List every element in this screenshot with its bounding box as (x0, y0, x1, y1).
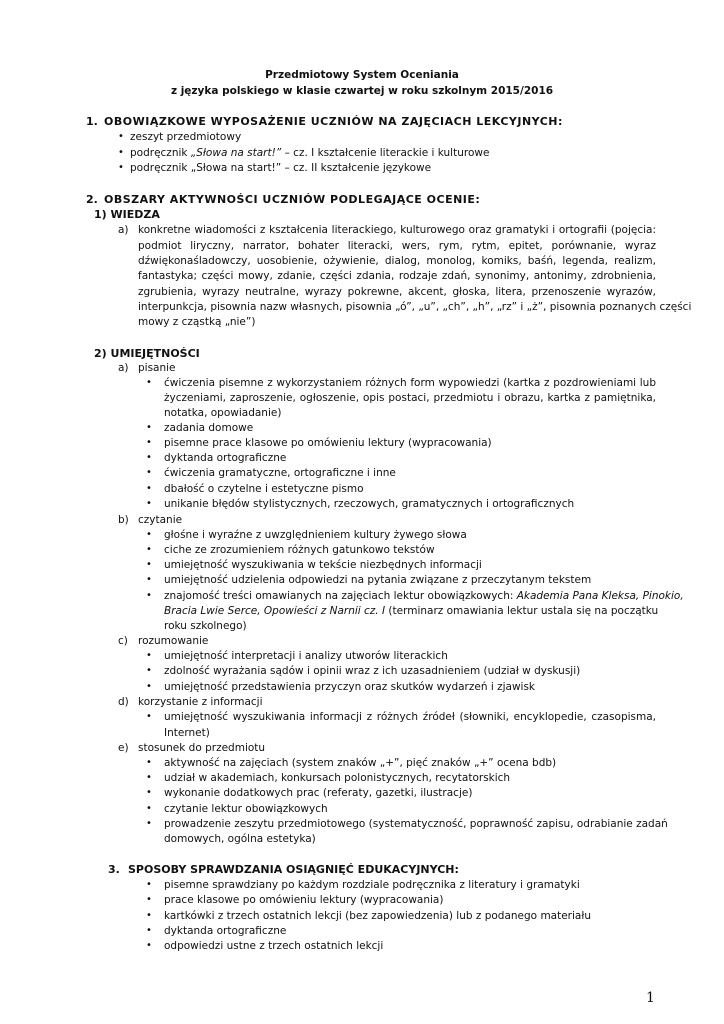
item-marker: b) (118, 514, 129, 526)
page-number: 1 (646, 990, 655, 1006)
list-item: udział w akademiach, konkursach polonistycznych, recytatorskich (164, 772, 511, 784)
list-item: ćwiczenia pisemne z wykorzystaniem różnych form wypowiedzi (kartka z pozdrowieniami lub (164, 377, 656, 389)
list-item: ćwiczenia gramatyczne, ortograficzne i inne (164, 467, 396, 479)
wiedza-line: konkretne wiadomości z kształcenia literackiego, kulturowego oraz gramatyki i ortografii (pojęcia: (138, 224, 656, 236)
list-item: podręcznik „Słowa na start!” – cz. II kształcenie językowe (130, 162, 432, 174)
bullet-icon: • (146, 925, 152, 936)
bullet-icon: • (118, 147, 124, 158)
section-2-number: 2. (86, 193, 98, 206)
list-item: aktywność na zajęciach (system znaków „+”, pięć znaków „+” ocena bdb) (164, 757, 557, 769)
list-item: zdolność wyrażania sądów i opinii wraz z ich uzasadnieniem (udział w dyskusji) (164, 665, 581, 677)
list-item: dyktanda ortograficzne (164, 925, 287, 937)
bullet-icon: • (146, 787, 152, 798)
bullet-icon: • (146, 498, 152, 509)
bullet-icon: • (146, 422, 152, 433)
list-item: umiejętność interpretacji i analizy utworów literackich (164, 650, 448, 662)
item-marker: e) (118, 742, 129, 754)
group-title: pisanie (138, 362, 176, 374)
list-item: odpowiedzi ustne z trzech ostatnich lekcji (164, 940, 384, 952)
list-item-cont: Internet) (164, 727, 210, 739)
item-marker: a) (118, 224, 129, 236)
list-item: pisemne sprawdziany po każdym rozdziale podręcznika z literatury i gramatyki (164, 879, 580, 891)
list-item: wykonanie dodatkowych prac (referaty, gazetki, ilustracje) (164, 787, 473, 799)
group-title: rozumowanie (138, 635, 209, 647)
bullet-icon: • (146, 940, 152, 951)
list-item: kartkówki z trzech ostatnich lekcji (bez zapowiedzenia) lub z podanego materiału (164, 910, 591, 922)
list-item: dbałość o czytelne i estetyczne pismo (164, 483, 364, 495)
list-item-cont: domowych, ogólna estetyka) (164, 833, 316, 845)
bullet-icon: • (146, 650, 152, 661)
list-item: pisemne prace klasowe po omówieniu lektury (wypracowania) (164, 437, 492, 449)
bullet-icon: • (146, 590, 152, 601)
list-item: zadania domowe (164, 422, 254, 434)
list-item-cont: życzeniami, zaproszenie, ogłoszenie, opis postaci, przedmiotu i obrazu, kartka z pamiętnika, (164, 392, 656, 404)
list-item: umiejętność wyszukiwania informacji z różnych źródeł (słowniki, encyklopedie, czasopisma, (164, 711, 656, 723)
bullet-icon: • (146, 803, 152, 814)
section-2-title: OBSZARY AKTYWNOŚCI UCZNIÓW PODLEGAJĄCE OCENIE: (104, 193, 481, 206)
list-item: umiejętność udzielenia odpowiedzi na pytania związane z przeczytanym tekstem (164, 574, 592, 586)
section-3-title: SPOSOBY SPRAWDZANIA OSIĄGNIĘĆ EDUKACYJNYCH: (128, 863, 459, 876)
list-item-cont: roku szkolnego) (164, 620, 247, 632)
list-item: podręcznik „Słowa na start!” – cz. I kształcenie literackie i kulturowe (130, 147, 490, 159)
wiedza-line: fantastyka; części mowy, zdanie, części zdania, rodzaje zdań, synonimy, antonimy, zdrobnienia, (138, 270, 656, 282)
section-1-title: OBOWIĄZKOWE WYPOSAŻENIE UCZNIÓW NA ZAJĘCIACH LEKCYJNYCH: (104, 115, 563, 128)
list-item-cont: notatka, opowiadanie) (164, 407, 282, 419)
bullet-icon: • (146, 681, 152, 692)
document-subtitle: z języka polskiego w klasie czwartej w roku szkolnym 2015/2016 (170, 85, 554, 97)
list-item: prace klasowe po omówieniu lektury (wypracowania) (164, 894, 444, 906)
bullet-icon: • (146, 574, 152, 585)
bullet-icon: • (146, 559, 152, 570)
bullet-icon: • (146, 452, 152, 463)
section-1-number: 1. (86, 115, 98, 128)
bullet-icon: • (146, 544, 152, 555)
bullet-icon: • (146, 818, 152, 829)
wiedza-line: mowy z cząstką „nie”) (138, 316, 256, 328)
wiedza-line: zgrubienia, wyrazy neutralne, wyrazy pokrewne, akcent, głoska, litera, przenoszenie wyrazów, (138, 286, 656, 298)
wiedza-line: dźwiękonaśladowczy, uosobienie, ożywienie, dialog, monolog, komiks, baśń, legenda, realizm, (138, 255, 656, 267)
group-title: stosunek do przedmiotu (138, 742, 266, 754)
bullet-icon: • (146, 529, 152, 540)
bullet-icon: • (146, 483, 152, 494)
bullet-icon: • (146, 467, 152, 478)
bullet-icon: • (146, 757, 152, 768)
group-title: korzystanie z informacji (138, 696, 263, 708)
item-marker: a) (118, 362, 129, 374)
bullet-icon: • (146, 772, 152, 783)
subsection-umiejetnosci: 2) UMIEJĘTNOŚCI (94, 347, 200, 360)
document-title: Przedmiotowy System Oceniania (265, 69, 459, 81)
list-item: zeszyt przedmiotowy (130, 131, 242, 143)
bullet-icon: • (146, 665, 152, 676)
list-item: prowadzenie zeszytu przedmiotowego (systematyczność, poprawność zapisu, odrabianie zadań (164, 818, 668, 830)
list-item: umiejętność przedstawienia przyczyn oraz skutków wydarzeń i zjawisk (164, 681, 535, 693)
bullet-icon: • (146, 894, 152, 905)
list-item: głośne i wyraźne z uwzględnieniem kultury żywego słowa (164, 529, 467, 541)
list-item: dyktanda ortograficzne (164, 452, 287, 464)
group-title: czytanie (138, 514, 183, 526)
bullet-icon: • (146, 377, 152, 388)
subsection-wiedza: 1) WIEDZA (94, 208, 160, 221)
bullet-icon: • (146, 910, 152, 921)
list-item: umiejętność wyszukiwania w tekście niezbędnych informacji (164, 559, 482, 571)
bullet-icon: • (118, 131, 124, 142)
list-item-cont: Bracia Lwie Serce, Opowieści z Narnii cz. I (terminarz omawiania lektur ustala się na początku (164, 605, 659, 617)
item-marker: d) (118, 696, 129, 708)
section-3-number: 3. (108, 863, 120, 876)
list-item: czytanie lektur obowiązkowych (164, 803, 328, 815)
bullet-icon: • (118, 162, 124, 173)
bullet-icon: • (146, 711, 152, 722)
wiedza-line: interpunkcja, pisownia nazw własnych, pisownia „ó”, „u”, „ch”, „h”, „rz” i „ż”, pisownia poznanych części (138, 301, 692, 313)
list-item: ciche ze zrozumieniem różnych gatunkowo tekstów (164, 544, 435, 556)
bullet-icon: • (146, 437, 152, 448)
wiedza-line: podmiot liryczny, narrator, bohater literacki, wers, rym, rytm, epitet, porównanie, wyraz (138, 240, 656, 252)
bullet-icon: • (146, 879, 152, 890)
list-item: unikanie błędów stylistycznych, rzeczowych, gramatycznych i ortograficznych (164, 498, 575, 510)
item-marker: c) (118, 635, 128, 647)
list-item-lektury: znajomość treści omawianych na zajęciach lektur obowiązkowych: Akademia Pana Kleksa, Pinokio, (164, 590, 684, 602)
